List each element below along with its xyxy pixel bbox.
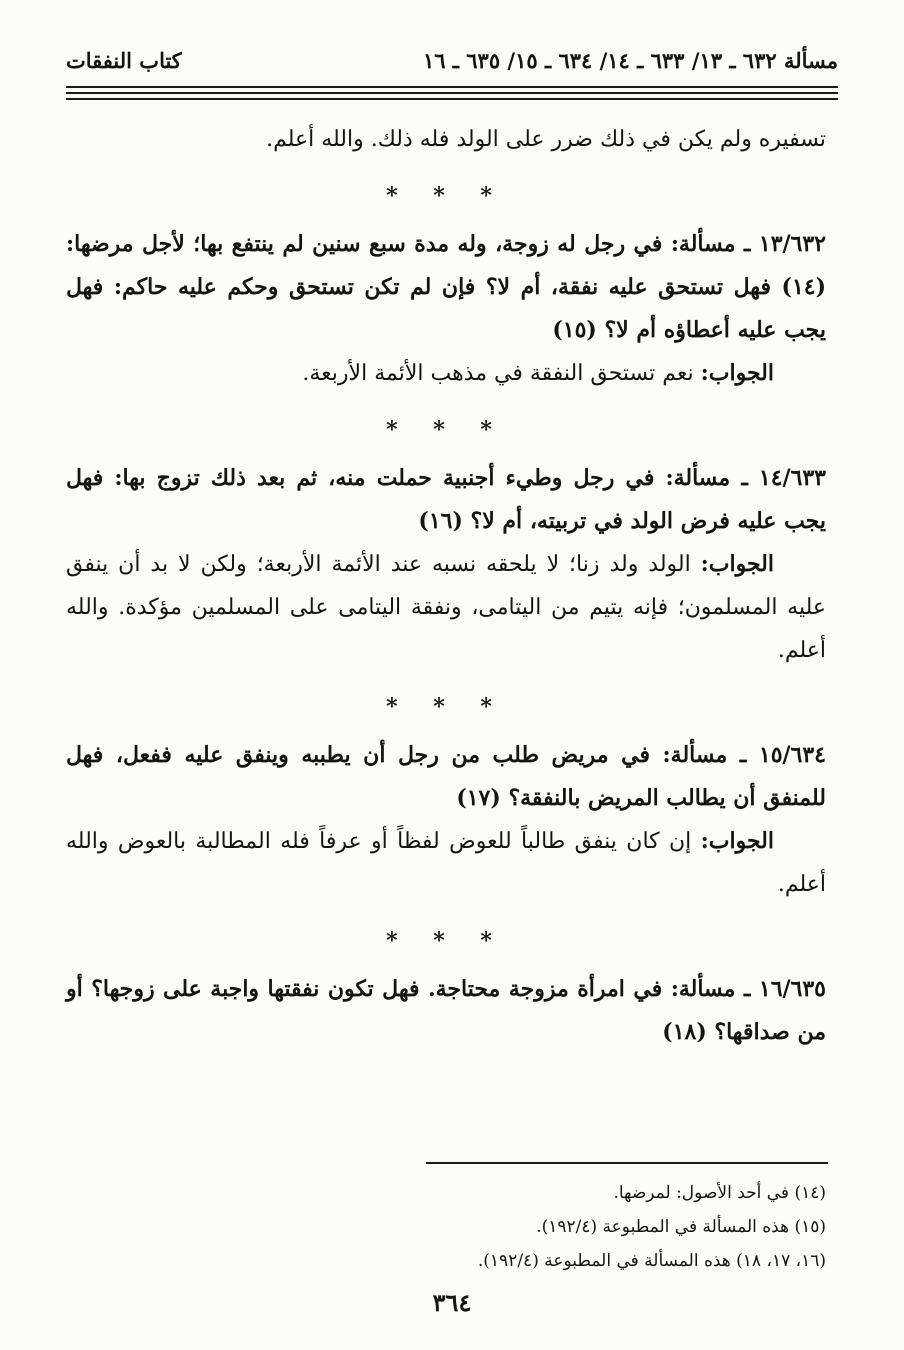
- masala-question-text: في مريض طلب من رجل أن يطببه وينفق عليه ففعل، فهل للمنفق أن يطالب المريض بالنفقة؟ (١٧): [66, 742, 826, 811]
- masala-question: [66, 457, 826, 543]
- footnote: (١٤) في أحد الأصول: لمرضها.: [613, 1183, 826, 1203]
- masala-632: [66, 223, 826, 395]
- answer-label: الجواب:: [700, 551, 774, 577]
- masala-number: ١٦/٦٣٥ ـ مسألة:: [670, 976, 826, 1002]
- footnote: (١٦، ١٧، ١٨) هذه المسألة في المطبوعة (١٩٢/٤).: [477, 1251, 826, 1271]
- section-separator: * * *: [386, 417, 506, 443]
- header-rule: [66, 98, 838, 100]
- masala-number: ١٤/٦٣٣ ـ مسألة:: [665, 465, 826, 491]
- header-issue-range: مسألة ٦٣٢ ـ ١٣/ ٦٣٣ ـ ١٤/ ٦٣٤ ـ ١٥/ ٦٣٥ ـ ١٦: [422, 48, 838, 73]
- page-number: ٣٦٤: [432, 1288, 472, 1317]
- header-rule: [66, 86, 838, 88]
- masala-answer: [66, 543, 826, 672]
- masala-question-text: في رجل وطيء أجنبية حملت منه، ثم بعد ذلك تزوج بها: فهل يجب عليه فرض الولد في تربيته، أم لا؟ (١٦): [66, 465, 826, 534]
- answer-text: الولد ولد زنا؛ لا يلحقه نسبه عند الأئمة الأربعة؛ ولكن لا بد أن ينفق عليه المسلمون؛ فإنه يتيم من اليتامى، ونفقة اليتامى على المسلمين مؤكدة. والله أعلم.: [66, 552, 826, 663]
- answer-label: الجواب:: [700, 360, 774, 386]
- answer-label: الجواب:: [700, 828, 774, 854]
- footnote: (١٥) هذه المسألة في المطبوعة (١٩٢/٤).: [536, 1217, 826, 1237]
- answer-text: نعم تستحق النفقة في مذهب الأئمة الأربعة.: [302, 361, 694, 386]
- section-separator: * * *: [386, 183, 506, 209]
- masala-question-text: في رجل له زوجة، وله مدة سبع سنين لم ينتفع بها؛ لأجل مرضها: (١٤) فهل تستحق عليه نفقة، أم لا؟ فإن لم تكن تستحق وحكم عليه حاكم: فهل يجب عليه أعطاؤه أم لا؟ (١٥): [66, 231, 826, 343]
- masala-number: ١٣/٦٣٢ ـ مسألة:: [670, 231, 826, 257]
- masala-question: [66, 223, 826, 352]
- masala-answer: [66, 820, 826, 906]
- masala-answer: [66, 352, 826, 395]
- section-separator: * * *: [386, 694, 506, 720]
- masala-question: [66, 734, 826, 820]
- header-rule: [66, 92, 838, 94]
- masala-question-text: في امرأة مزوجة محتاجة. فهل تكون نفقتها واجبة على زوجها؟ أو من صداقها؟ (١٨): [66, 976, 826, 1045]
- section-separator: * * *: [386, 928, 506, 954]
- footnotes: [66, 1176, 826, 1278]
- intro-paragraph: تسفيره ولم يكن في ذلك ضرر على الولد فله ذلك. والله أعلم.: [266, 127, 826, 152]
- masala-635: [66, 968, 826, 1054]
- masala-634: [66, 734, 826, 906]
- page-body: [66, 118, 826, 1054]
- running-header: [66, 48, 838, 88]
- masala-number: ١٥/٦٣٤ ـ مسألة:: [662, 742, 826, 768]
- header-chapter-title: كتاب النفقات: [66, 48, 182, 73]
- footnote-rule: [426, 1162, 828, 1164]
- answer-text: إن كان ينفق طالباً للعوض لفظاً أو عرفاً فله المطالبة بالعوض والله أعلم.: [66, 829, 826, 897]
- masala-question: [66, 968, 826, 1054]
- masala-633: [66, 457, 826, 672]
